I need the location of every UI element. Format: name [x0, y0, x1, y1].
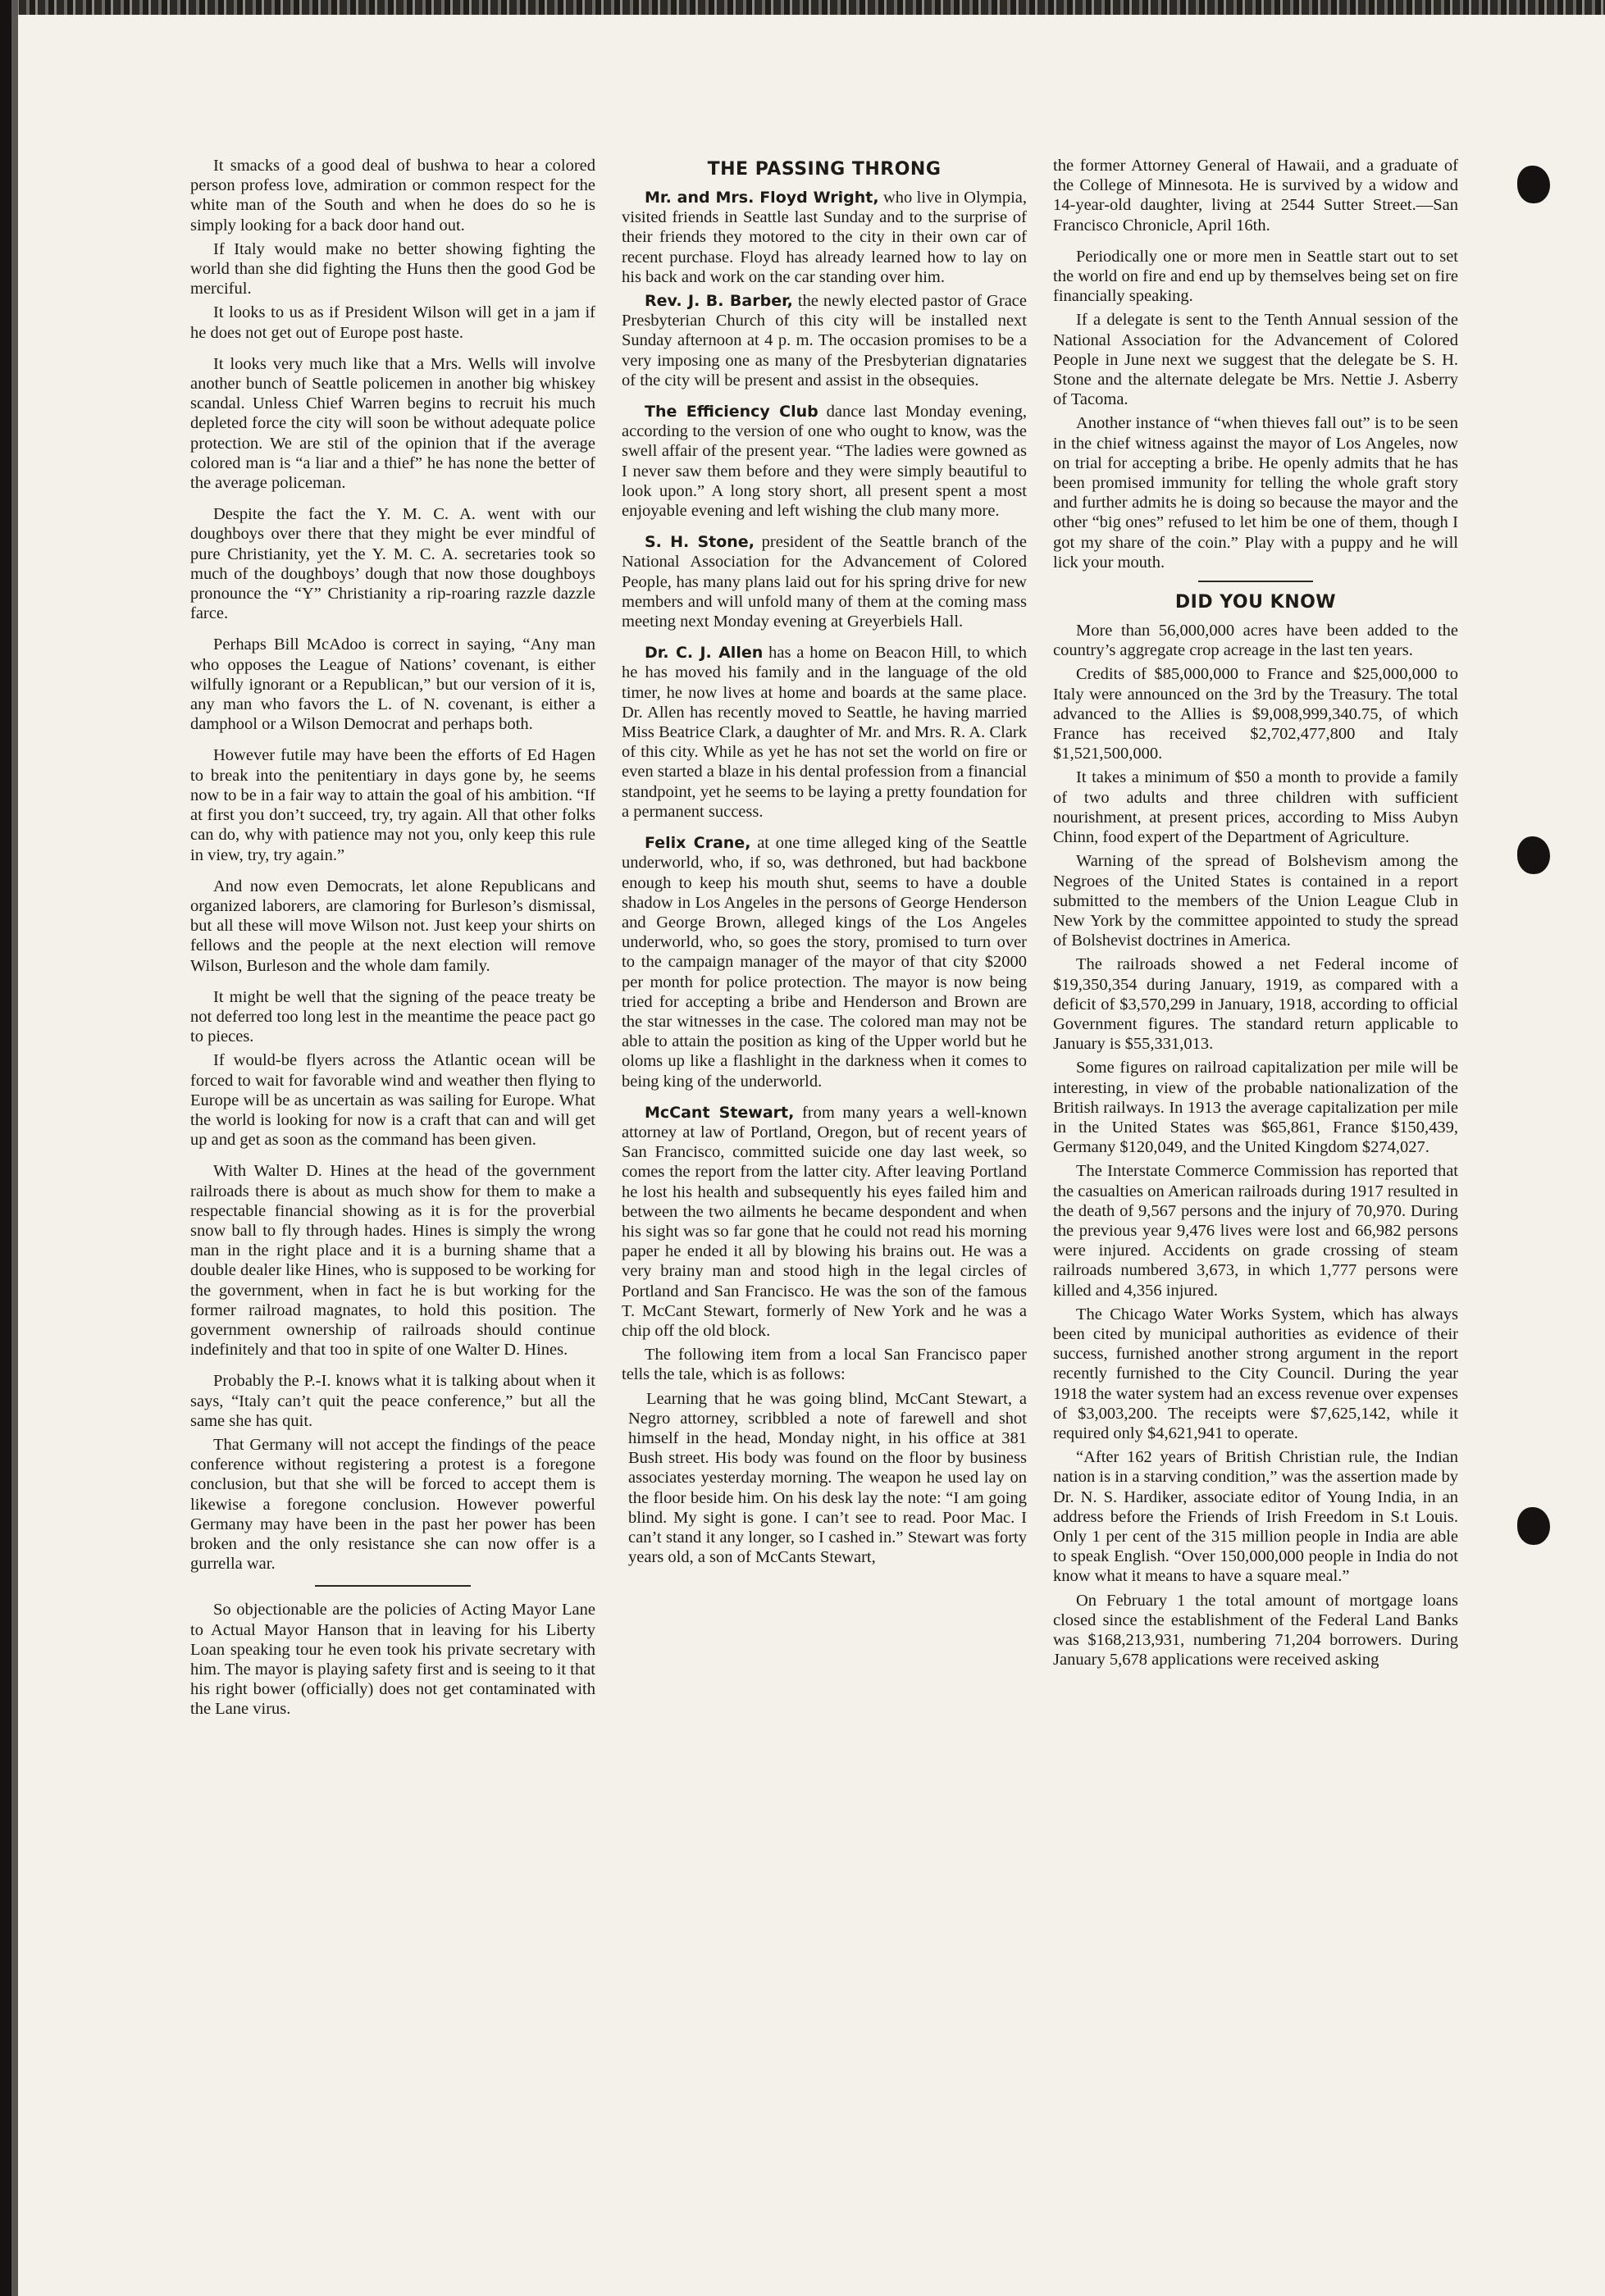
- column-editorials: [190, 156, 595, 2148]
- news-item-text: dance last Monday evening, according to the version of one who ought to know, was the swell affair of the present year. “The ladies were gowned as I never saw them before and they were simply beautiful to look upon.” A long story short, all present spent a most enjoyable evening and left wishing the club many more.: [622, 403, 1027, 521]
- paragraph: It looks very much like that a Mrs. Wells will involve another bunch of Seattle policemen in another big whiskey scandal. Unless Chief Warren begins to recruit his much depleted force the city will soon be without adequate police protection. We are stil of the opinion that if the average colored man is “a liar and a thief” he has none the better of the average policeman.: [190, 354, 595, 493]
- news-item-lead: Dr. C. J. Allen: [645, 644, 764, 663]
- paragraph-continued: the former Attorney General of Hawaii, and a graduate of the College of Minnesota. He is survived by a widow and 14-year-old daughter, living at 2544 Sutter Street.—San Francisco Chronicle, April 16th.: [1053, 157, 1458, 235]
- section-heading-did-you-know: DID YOU KNOW: [1174, 592, 1337, 613]
- paragraph: The following item from a local San Francisco paper tells the tale, which is as follows:: [622, 1346, 1027, 1384]
- news-item-text: president of the Seattle branch of the National Association for the Advancement of Colored People, has many plans laid out for his spring drive for new members and will unfold many of them at the coming mass meeting next Monday evening at Greyerbiels Hall.: [622, 533, 1027, 631]
- column-did-you-know: [1053, 156, 1458, 2148]
- fact-item: The Interstate Commerce Commission has reported that the casualties on American railroads during 1917 resulted in the death of 9,567 persons and the injury of 70,970. During the previous year 9,476 lives were lost and 66,982 persons were injured. Accidents on grade crossing of steam railroads numbered 3,673, in which 1,777 persons were killed and 4,356 injured.: [1053, 1162, 1458, 1300]
- paragraph: Despite the fact the Y. M. C. A. went with our doughboys over there that they might be ever mindful of pure Christianity, yet the Y. M. C. A. secretaries took so much of the doughboys’ dough that now those doughboys pronounce the “Y” Christianity a rip-roaring razzle dazzle farce.: [190, 505, 595, 623]
- binder-hole-2: [1517, 836, 1550, 874]
- binder-hole-1: [1517, 166, 1550, 203]
- news-item-lead: McCant Stewart,: [645, 1103, 795, 1122]
- paragraph: If would-be flyers across the Atlantic ocean will be forced to wait for favorable wind and weather then flying to Europe will be as uncertain as was sailing for Europe. What the world is looking for now is a craft that can and will get up and get as soon as the command has been given.: [190, 1051, 595, 1150]
- paragraph: It smacks of a good deal of bushwa to hear a colored person profess love, admiration or common respect for the white man of the South and when he does do so he is simply looking for a back door hand out.: [190, 157, 595, 235]
- news-item-lead: Felix Crane,: [645, 834, 751, 853]
- news-item: [622, 291, 1027, 390]
- news-item-lead: S. H. Stone,: [645, 533, 755, 552]
- news-item-text: has a home on Beacon Hill, to which he has moved his family and in the language of the old timer, he now lives at home and boards at the same place. Dr. Allen has recently moved to Seattle, he having married Miss Beatrice Clark, a daughter of Mr. and Mrs. R. A. Clark of this city. While as yet he has not set the world on fire or even started a blaze in his dental profession from a financial standpoint, yet he seems to be laying a pretty foundation for a permanent success.: [622, 644, 1027, 821]
- column-rule: [1198, 581, 1313, 582]
- paragraph: Perhaps Bill McAdoo is correct in saying, “Any man who opposes the League of Nations’ covenant, is either wilfully ignorant or a Republican,” but our version of it is, any man who favors the L. of N. covenant, is either a damphool or a Wilson Democrat and perhaps both.: [190, 636, 595, 734]
- paragraph: If a delegate is sent to the Tenth Annual session of the National Association for the Advancement of Colored People in June next we suggest that the delegate be S. H. Stone and the alternate delegate be Mrs. Nettie J. Asberry of Tacoma.: [1053, 311, 1458, 409]
- fact-item: Warning of the spread of Bolshevism among the Negroes of the United States is contained in a report submitted to the members of the Union League Club in New York by the committee appointed to study the spread of Bolshevist doctrines in America.: [1053, 852, 1458, 950]
- paragraph-mayor: So objectionable are the policies of Acting Mayor Lane to Actual Mayor Hanson that in leaving for his Liberty Loan speaking tour he even took his private secretary with him. The mayor is playing safety first and is seeing to it that his right bower (officially) does not get contaminated with the Lane virus.: [190, 1601, 595, 1719]
- news-item: [622, 532, 1027, 631]
- fact-item: “After 162 years of British Christian rule, the Indian nation is in a starving condition,” was the assertion made by Dr. N. S. Hardiker, associate editor of Young India, in an address before the Friends of Irish Freedom in S.t Louis. Only 1 per cent of the 315 million people in India are able to speak English. “Over 150,000,000 people in India do not know what it means to have a square meal.”: [1053, 1448, 1458, 1586]
- paragraph: It looks to us as if President Wilson will get in a jam if he does not get out of Europe post haste.: [190, 303, 595, 342]
- fact-item: Credits of $85,000,000 to France and $25,000,000 to Italy were announced on the 3rd by the Treasury. The total advanced to the Allies is $9,008,999,340.75, of which France has received $2,702,477,800 and Italy $1,521,500,000.: [1053, 665, 1458, 763]
- news-item-lead: Rev. J. B. Barber,: [645, 292, 793, 311]
- news-item-text: from many years a well-known attorney at law of Portland, Oregon, but of recent years of San Francisco, committed suicide one day last week, so comes the report from the latter city. After leaving Portland he lost his health and subsequently his eyes failed him and between the two ailments he became despondent and when his sight was so far gone that he could not read his morning paper he ended it all by blowing his brains out. He was a very brainy man and stood high in the legal circles of Portland and San Francisco. He was the son of the famous T. McCant Stewart, formerly of New York and he was a chip off the old block.: [622, 1103, 1027, 1340]
- paragraph: If Italy would make no better showing fighting the world than she did fighting the Huns then the good God be merciful.: [190, 239, 595, 298]
- newspaper-page: [190, 156, 1460, 2148]
- scan-left-edge: [0, 0, 18, 2296]
- news-item: [622, 1103, 1027, 1341]
- news-item-text: the newly elected pastor of Grace Presbyterian Church of this city will be installed next Sunday afternoon at 4 p. m. The occasion promises to be a very imposing one as many of the Presbyterian dignataries of the city will be present and assist in the obsequies.: [622, 292, 1027, 390]
- news-item: [622, 188, 1027, 287]
- fact-item: The railroads showed a net Federal income of $19,350,354 during January, 1919, as compared with a deficit of $3,570,299 in January, 1918, according to official Government figures. The standard return applicable to January is $55,331,013.: [1053, 955, 1458, 1054]
- paragraph: It might be well that the signing of the peace treaty be not deferred too long lest in the meantime the peace pact go to pieces.: [190, 987, 595, 1046]
- section-heading-passing-throng: THE PASSING THRONG: [707, 159, 942, 180]
- paragraph: With Walter D. Hines at the head of the government railroads there is about as much show for them to make a respectable financial showing as it is for the proverbial snow ball to fly through hades. Hines is simply the wrong man in the right place and it is a burning shame that a double dealer like Hines, who is supposed to be working for the government, when in fact he is but working for the former railroad magnates, to hold this position. The government ownership of railroads should continue indefinitely and that too in spite of one Walter D. Hines.: [190, 1162, 595, 1360]
- fact-item: It takes a minimum of $50 a month to provide a family of two adults and three children with sufficient nourishment, at present prices, according to Miss Aubyn Chinn, food expert of the Department of Agriculture.: [1053, 768, 1458, 847]
- fact-item: The Chicago Water Works System, which has always been cited by municipal authorities as evidence of their success, furnished another strong argument in the report recently furnished to the City Council. During the year 1918 the water system had an excess revenue over expenses of $3,003,200. The receipts were $7,625,142, while it required only $4,621,941 to operate.: [1053, 1305, 1458, 1442]
- quoted-article: Learning that he was going blind, McCant Stewart, a Negro attorney, scribbled a note of farewell and shot himself in the head, Monday night, in his office at 381 Bush street. His body was found on the floor by business associates yesterday morning. The weapon he used lay on the floor beside him. On his desk lay the note: “I am going blind. My sight is gone. I can’t see to read. Poor Mac. I can’t stand it any longer, so I cashed in.” Stewart was forty years old, a son of McCants Stewart,: [628, 1389, 1027, 1567]
- news-item: [622, 643, 1027, 822]
- binder-hole-3: [1517, 1507, 1550, 1545]
- paragraph: Another instance of “when thieves fall out” is to be seen in the chief witness against the mayor of Los Angeles, now on trial for accepting a bribe. He openly admits that he has been promised immunity for telling the whole graft story and further admits he is doing so because the mayor and the other “big ones” refused to let him be one of them, though I got my share of the coin.” Play with a puppy and he will lick your mouth.: [1053, 414, 1458, 572]
- paragraph: Periodically one or more men in Seattle start out to set the world on fire and end up by themselves being set on fire financially speaking.: [1053, 247, 1458, 306]
- news-item-lead: Mr. and Mrs. Floyd Wright,: [645, 189, 879, 207]
- column-rule: [315, 1585, 471, 1587]
- news-item-text: who live in Olympia, visited friends in Seattle last Sunday and to the surprise of their friends they motored to the city in their own car of recent purchase. Floyd has already learned how to lay on his back and work on the car standing over him.: [622, 189, 1027, 286]
- paragraph: And now even Democrats, let alone Republicans and organized laborers, are clamoring for Burleson’s dismissal, but all these will move Wilson not. Just keep your shirts on fellows and the people at the next election will remove Wilson, Burleson and the whole dam family.: [190, 877, 595, 975]
- scan-top-edge: [0, 0, 1605, 15]
- news-item-text: at one time alleged king of the Seattle underworld, who, if so, was dethroned, but had backbone enough to keep his mouth shut, seems to have a double shadow in Los Angeles in the persons of George Henderson and George Brown, alleged kings of the Los Angeles underworld, who, so goes the story, promised to turn over to the campaign manager of the mayor of that city $2000 per month for police protection. The mayor is now being tried for accepting a bribe and Henderson and Brown are the star witnesses in the case. The colored man may not be able to attain the position as king of the Upper world but he oloms up like a flashlight in the darkness when it comes to being king of the underworld.: [622, 834, 1027, 1091]
- paragraph: That Germany will not accept the findings of the peace conference without registering a protest is a foregone conclusion, but that she will be forced to accept them is likewise a foregone conclusion. However powerful Germany may have been in the past her power has been broken and the only resistance she can now offer is a gurrella war.: [190, 1435, 595, 1574]
- news-item-lead: The Efficiency Club: [645, 403, 818, 421]
- paragraph: However futile may have been the efforts of Ed Hagen to break into the penitentiary in days gone by, he seems now to be in a fair way to attain the goal of his ambition. “If at first you don’t succeed, try, try again. All that other folks can do, why with patience may not you, only keep this rule in view, try, try again.”: [190, 746, 595, 864]
- news-item: [622, 833, 1027, 1091]
- paragraph: Probably the P.-I. knows what it is talking about when it says, “Italy can’t quit the peace conference,” but all the same she has quit.: [190, 1372, 595, 1430]
- fact-item: On February 1 the total amount of mortgage loans closed since the establishment of the Federal Land Banks was $168,213,931, numbering 71,204 borrowers. During January 5,678 applications were received asking: [1053, 1591, 1458, 1670]
- column-passing-throng: [622, 156, 1027, 2148]
- news-item: [622, 402, 1027, 521]
- fact-item: More than 56,000,000 acres have been added to the country’s aggregate crop acreage in the last ten years.: [1053, 622, 1458, 660]
- fact-item: Some figures on railroad capitalization per mile will be interesting, in view of the probable nationalization of the British railways. In 1913 the average capitalization per mile in the United States was $65,861, France $150,439, Germany $120,049, and the United Kingdom $274,027.: [1053, 1059, 1458, 1157]
